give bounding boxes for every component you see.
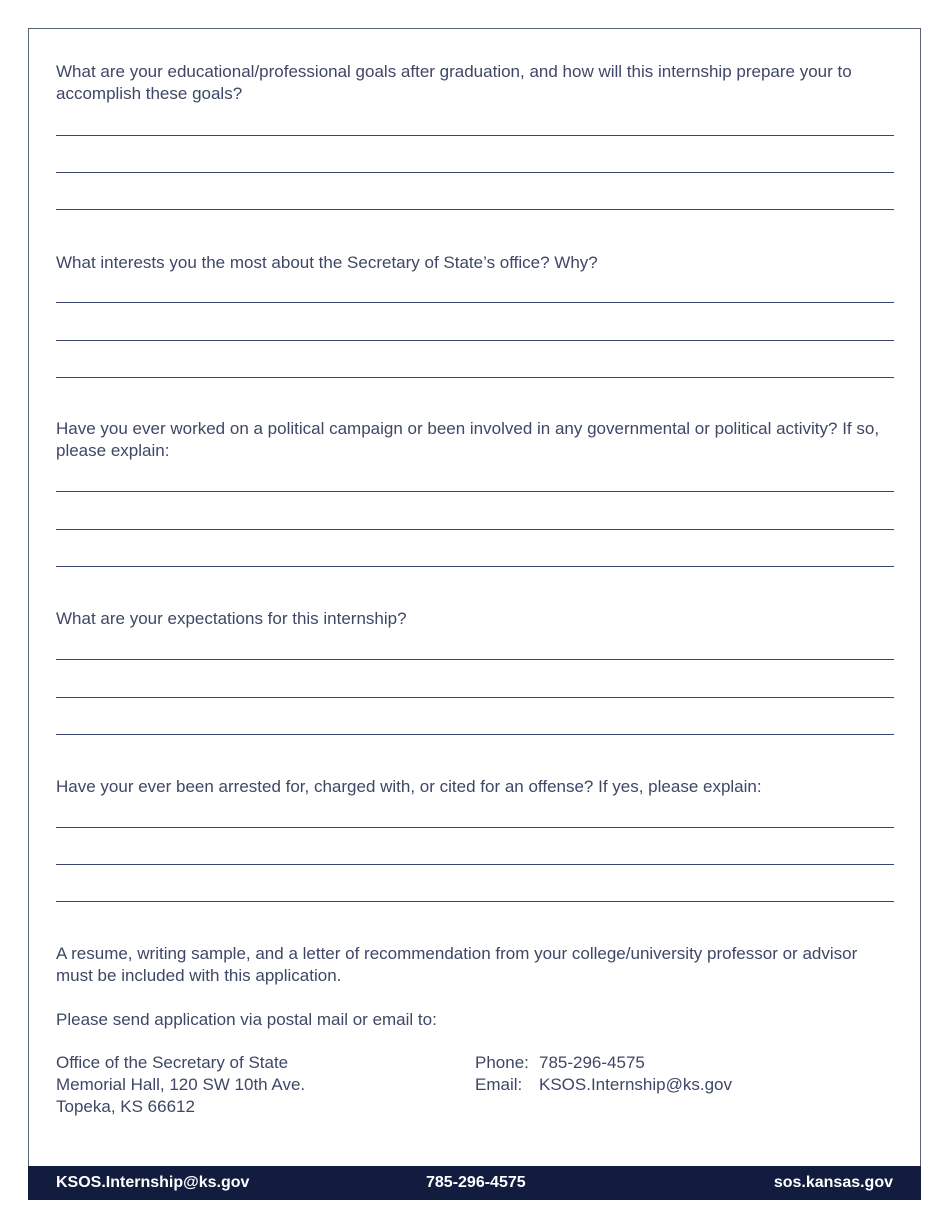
answer-line[interactable] xyxy=(56,491,894,492)
answer-line[interactable] xyxy=(56,209,894,210)
answer-line[interactable] xyxy=(56,135,894,136)
phone-label: Phone: xyxy=(475,1053,529,1072)
footer-phone-link[interactable]: 785-296-4575 xyxy=(426,1174,526,1191)
footer-bar xyxy=(28,1166,921,1200)
answer-line[interactable] xyxy=(56,901,894,902)
answer-line[interactable] xyxy=(56,827,894,828)
answer-line[interactable] xyxy=(56,697,894,698)
answer-line[interactable] xyxy=(56,734,894,735)
address-line-1: Office of the Secretary of State xyxy=(56,1053,289,1072)
question-5: Have your ever been arrested for, charged with, or cited for an offense? If yes, please explain: xyxy=(56,777,762,796)
address-line-3: Topeka, KS 66612 xyxy=(56,1097,195,1116)
answer-line[interactable] xyxy=(56,340,894,341)
contact-info xyxy=(475,1052,732,1096)
answer-line[interactable] xyxy=(56,659,894,660)
answer-line[interactable] xyxy=(56,172,894,173)
requirements-text: A resume, writing sample, and a letter of recommendation from your college/university professor or advisor must be included with this application. xyxy=(56,944,858,985)
question-2: What interests you the most about the Secretary of State’s office? Why? xyxy=(56,253,598,272)
answer-line[interactable] xyxy=(56,529,894,530)
phone-number[interactable]: 785-296-4575 xyxy=(539,1053,645,1072)
email-address[interactable]: KSOS.Internship@ks.gov xyxy=(539,1075,733,1094)
email-label: Email: xyxy=(475,1075,523,1094)
mailing-address xyxy=(56,1052,305,1118)
send-instructions: Please send application via postal mail or email to: xyxy=(56,1010,437,1029)
footer-email-link[interactable]: KSOS.Internship@ks.gov xyxy=(56,1174,250,1191)
answer-line[interactable] xyxy=(56,864,894,865)
answer-line[interactable] xyxy=(56,377,894,378)
question-3: Have you ever worked on a political campaign or been involved in any governmental or political activity? If so, please explain: xyxy=(56,419,880,460)
answer-line[interactable] xyxy=(56,302,894,303)
answer-line[interactable] xyxy=(56,566,894,567)
question-4: What are your expectations for this internship? xyxy=(56,609,407,628)
address-line-2: Memorial Hall, 120 SW 10th Ave. xyxy=(56,1075,306,1094)
footer-website-link[interactable]: sos.kansas.gov xyxy=(773,1174,893,1191)
question-1: What are your educational/professional goals after graduation, and how will this internship prepare your to accomplish these goals? xyxy=(56,62,852,103)
